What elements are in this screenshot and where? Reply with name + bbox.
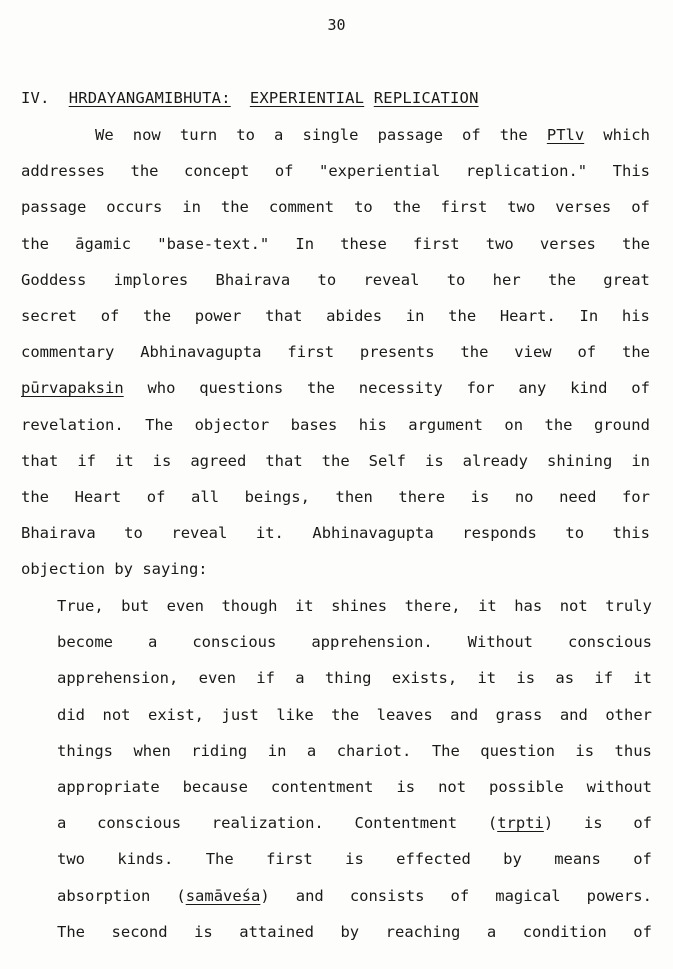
- body-line: [21, 377, 650, 399]
- word: the: [331, 705, 360, 724]
- word: apprehension.: [311, 633, 433, 652]
- word: to: [124, 524, 143, 543]
- word: riding: [191, 741, 248, 760]
- word: True,: [57, 597, 104, 615]
- word: powers.: [586, 886, 652, 905]
- word: it: [633, 669, 652, 688]
- word: Heart: [74, 488, 122, 506]
- body-line: [95, 124, 650, 146]
- underlined-term: (samāveśa): [176, 886, 270, 905]
- body-line: [21, 305, 650, 327]
- word: in: [631, 451, 650, 470]
- word: which: [603, 126, 650, 144]
- word: of: [633, 850, 652, 869]
- word: Heart.: [499, 307, 556, 325]
- word: is: [194, 922, 213, 941]
- heading-title-1: HRDAYANGAMIBHUTA:: [68, 89, 231, 107]
- word: thus: [614, 741, 652, 760]
- word: it: [477, 669, 497, 688]
- word: and: [295, 886, 324, 905]
- word: conscious: [568, 633, 652, 652]
- underlined-term: (trpti): [487, 814, 554, 833]
- quote-line: [57, 921, 652, 943]
- word: Bhairava: [21, 524, 96, 543]
- word: to: [446, 270, 466, 289]
- word: apprehension,: [57, 669, 179, 688]
- word: the: [622, 234, 650, 253]
- word: kind: [570, 379, 608, 398]
- word: of: [633, 814, 652, 833]
- word: then: [335, 488, 373, 506]
- heading-title-3: REPLICATION: [373, 89, 479, 107]
- word: thing: [324, 669, 372, 688]
- word: for: [466, 379, 495, 398]
- word: Abhinavagupta: [312, 524, 434, 543]
- word: of: [631, 198, 650, 217]
- word: questions: [199, 379, 284, 398]
- word: We: [95, 126, 114, 144]
- word: revelation.: [21, 415, 124, 434]
- quote-line: [57, 667, 652, 689]
- word: even: [198, 669, 236, 688]
- word: the: [448, 307, 477, 325]
- word: Goddess: [21, 270, 87, 289]
- word: of: [462, 126, 481, 144]
- word: no: [514, 488, 534, 506]
- term-underline: samāveśa: [185, 886, 261, 905]
- word: if: [594, 669, 614, 688]
- word: occurs: [106, 198, 163, 217]
- word: is: [575, 741, 595, 760]
- word: without: [586, 778, 652, 796]
- word: of: [146, 488, 166, 506]
- word: turn: [179, 126, 218, 144]
- word: possible: [489, 778, 564, 796]
- word: second: [111, 922, 168, 941]
- word: Self: [368, 451, 406, 470]
- word: in: [267, 741, 287, 760]
- word: his: [358, 415, 387, 434]
- word: need: [559, 488, 597, 506]
- word: magical: [495, 886, 561, 905]
- word: This: [612, 162, 650, 181]
- word: objector: [194, 415, 270, 434]
- word: like: [276, 705, 314, 724]
- word: attained: [239, 922, 314, 941]
- word: of: [633, 922, 652, 941]
- word: beings,: [244, 488, 310, 506]
- word: all: [191, 488, 220, 506]
- word: to: [236, 126, 255, 144]
- word: The: [145, 415, 174, 434]
- word: The: [431, 741, 460, 760]
- word: consists: [349, 886, 425, 905]
- word: Contentment: [354, 814, 458, 833]
- term-underline: PTlv: [546, 126, 585, 144]
- word: of: [450, 886, 470, 905]
- quote-line: [57, 704, 652, 726]
- word: chariot.: [336, 741, 412, 760]
- body-line: [21, 269, 650, 291]
- word: condition: [522, 922, 607, 941]
- word: Without: [467, 633, 533, 652]
- word: two: [485, 234, 514, 253]
- word: this: [612, 524, 650, 543]
- word: necessity: [358, 379, 443, 398]
- page-number: 30: [327, 16, 346, 34]
- word: first: [412, 234, 460, 253]
- word: power: [194, 307, 242, 325]
- word: when: [133, 741, 171, 760]
- word: exists,: [391, 669, 458, 688]
- word: two: [57, 850, 85, 869]
- word: if: [77, 451, 96, 470]
- word: leaves: [376, 705, 433, 724]
- body-line: [21, 522, 650, 544]
- word: the: [220, 198, 249, 217]
- body-line: [21, 414, 650, 436]
- quote-line: [57, 595, 652, 617]
- word: āgamic: [75, 234, 132, 253]
- word: the: [392, 198, 421, 217]
- quote-line: [57, 812, 652, 834]
- word: just: [221, 705, 259, 724]
- word: it: [478, 597, 497, 615]
- word: already: [462, 451, 528, 470]
- word: as: [555, 669, 575, 688]
- word: first: [266, 850, 313, 869]
- word: reaching: [385, 922, 461, 941]
- word: now: [132, 126, 161, 144]
- quote-line: [57, 740, 652, 762]
- word: conscious: [97, 814, 182, 833]
- word: is: [516, 669, 536, 688]
- word: the: [21, 234, 49, 253]
- word: and: [450, 705, 479, 724]
- word: ground: [593, 415, 650, 434]
- word: for: [621, 488, 650, 506]
- word: the: [499, 126, 528, 144]
- word: is: [470, 488, 490, 506]
- word: argument: [408, 415, 483, 434]
- word: shining: [547, 451, 613, 470]
- word: there,: [404, 597, 461, 615]
- word: reveal: [363, 270, 420, 289]
- word: of: [631, 379, 650, 398]
- word: a: [57, 814, 67, 833]
- word: a: [306, 741, 317, 760]
- term-underline: pūrvapaksin: [21, 379, 124, 398]
- word: verses: [555, 198, 612, 217]
- word: Bhairava: [215, 270, 291, 289]
- word: comment: [268, 198, 335, 217]
- word: first: [440, 198, 488, 217]
- word: first: [287, 343, 335, 362]
- word: things: [57, 741, 113, 760]
- word: secret: [21, 307, 77, 325]
- word: his: [621, 307, 650, 325]
- word: addresses: [21, 162, 105, 181]
- word: a: [486, 922, 497, 941]
- word: the: [544, 415, 573, 434]
- word: a: [148, 633, 158, 652]
- word: in: [182, 198, 201, 217]
- word: Abhinavagupta: [140, 343, 262, 362]
- body-line: [21, 450, 650, 472]
- word: by: [503, 850, 522, 869]
- word: absorption: [57, 886, 151, 905]
- word: her: [492, 270, 521, 289]
- underlined-term: [547, 124, 584, 146]
- word: is: [152, 451, 172, 470]
- word: the: [460, 343, 489, 362]
- word: has: [514, 597, 543, 615]
- body-line: [21, 486, 650, 508]
- word: question: [480, 741, 555, 760]
- word: is: [345, 850, 364, 869]
- word: and: [559, 705, 588, 724]
- word: to: [354, 198, 373, 217]
- word: to: [565, 524, 585, 543]
- word: these: [340, 234, 387, 253]
- word: the: [547, 270, 576, 289]
- word: on: [504, 415, 524, 434]
- word: there: [398, 488, 446, 506]
- word: any: [518, 379, 547, 398]
- word: two: [507, 198, 536, 217]
- word: but: [121, 597, 150, 615]
- body-line: [21, 196, 650, 218]
- section-heading: [21, 89, 479, 107]
- word: means: [554, 850, 601, 869]
- word: "base-text.": [157, 234, 270, 253]
- word: effected: [396, 850, 471, 869]
- word: implores: [113, 270, 189, 289]
- word: it: [115, 451, 134, 470]
- word: the: [21, 488, 49, 506]
- term-underline: trpti: [497, 814, 544, 833]
- word: not: [559, 597, 588, 615]
- word: concept: [184, 162, 250, 181]
- body-line: [21, 160, 650, 182]
- word: realization.: [211, 814, 324, 833]
- quote-line: [57, 885, 652, 907]
- word: passage: [21, 198, 87, 217]
- word: the: [307, 379, 335, 398]
- word: it.: [255, 524, 284, 543]
- word: conscious: [192, 633, 277, 652]
- word: passage: [377, 126, 443, 144]
- quote-line: [57, 776, 652, 798]
- word: of: [577, 343, 597, 362]
- word: great: [603, 270, 650, 289]
- word: grass: [495, 705, 543, 724]
- word: In: [295, 234, 315, 253]
- word: agreed: [190, 451, 247, 470]
- underlined-term: [21, 377, 124, 399]
- word: that: [265, 307, 303, 325]
- heading-title-2: EXPERIENTIAL: [249, 89, 365, 107]
- word: though: [221, 597, 278, 615]
- word: The: [57, 922, 85, 941]
- word: "experiential: [319, 162, 441, 181]
- word: bases: [290, 415, 338, 434]
- word: exist,: [148, 705, 204, 724]
- word: not: [102, 705, 131, 724]
- word: it: [294, 597, 314, 615]
- body-line: [21, 233, 650, 255]
- quote-line: [57, 848, 652, 870]
- word: a: [295, 669, 305, 688]
- word: abides: [326, 307, 383, 325]
- word: that: [265, 451, 303, 470]
- word: is: [396, 778, 416, 796]
- word: even: [166, 597, 204, 615]
- word: reveal: [171, 524, 228, 543]
- heading-numeral: IV.: [21, 89, 50, 107]
- word: of: [274, 162, 294, 181]
- word: single: [302, 126, 359, 144]
- word: is: [425, 451, 444, 470]
- word: in: [405, 307, 425, 325]
- word: the: [622, 343, 650, 362]
- word: The: [205, 850, 234, 869]
- body-line: [21, 341, 650, 363]
- body-line: objection by saying:: [21, 560, 208, 579]
- word: that: [21, 451, 59, 470]
- word: contentment: [270, 778, 374, 796]
- word: a: [274, 126, 284, 144]
- word: become: [57, 633, 113, 652]
- word: kinds.: [117, 850, 174, 869]
- word: responds: [462, 524, 537, 543]
- word: view: [514, 343, 552, 362]
- word: presents: [359, 343, 435, 362]
- word: who: [147, 379, 176, 398]
- word: the: [130, 162, 159, 181]
- word: to: [317, 270, 337, 289]
- word: because: [182, 778, 248, 796]
- word: replication.": [465, 162, 588, 181]
- word: verses: [539, 234, 596, 253]
- word: shines: [331, 597, 388, 615]
- word: truly: [605, 597, 652, 615]
- word: the: [321, 451, 350, 470]
- word: commentary: [21, 343, 115, 362]
- word: did: [57, 705, 85, 724]
- quote-line: [57, 631, 652, 653]
- word: the: [143, 307, 172, 325]
- word: In: [579, 307, 599, 325]
- word: not: [438, 778, 467, 796]
- word: other: [605, 705, 652, 724]
- word: of: [100, 307, 120, 325]
- word: if: [256, 669, 275, 688]
- word: appropriate: [57, 778, 160, 796]
- word: is: [583, 814, 603, 833]
- word: by: [340, 922, 360, 941]
